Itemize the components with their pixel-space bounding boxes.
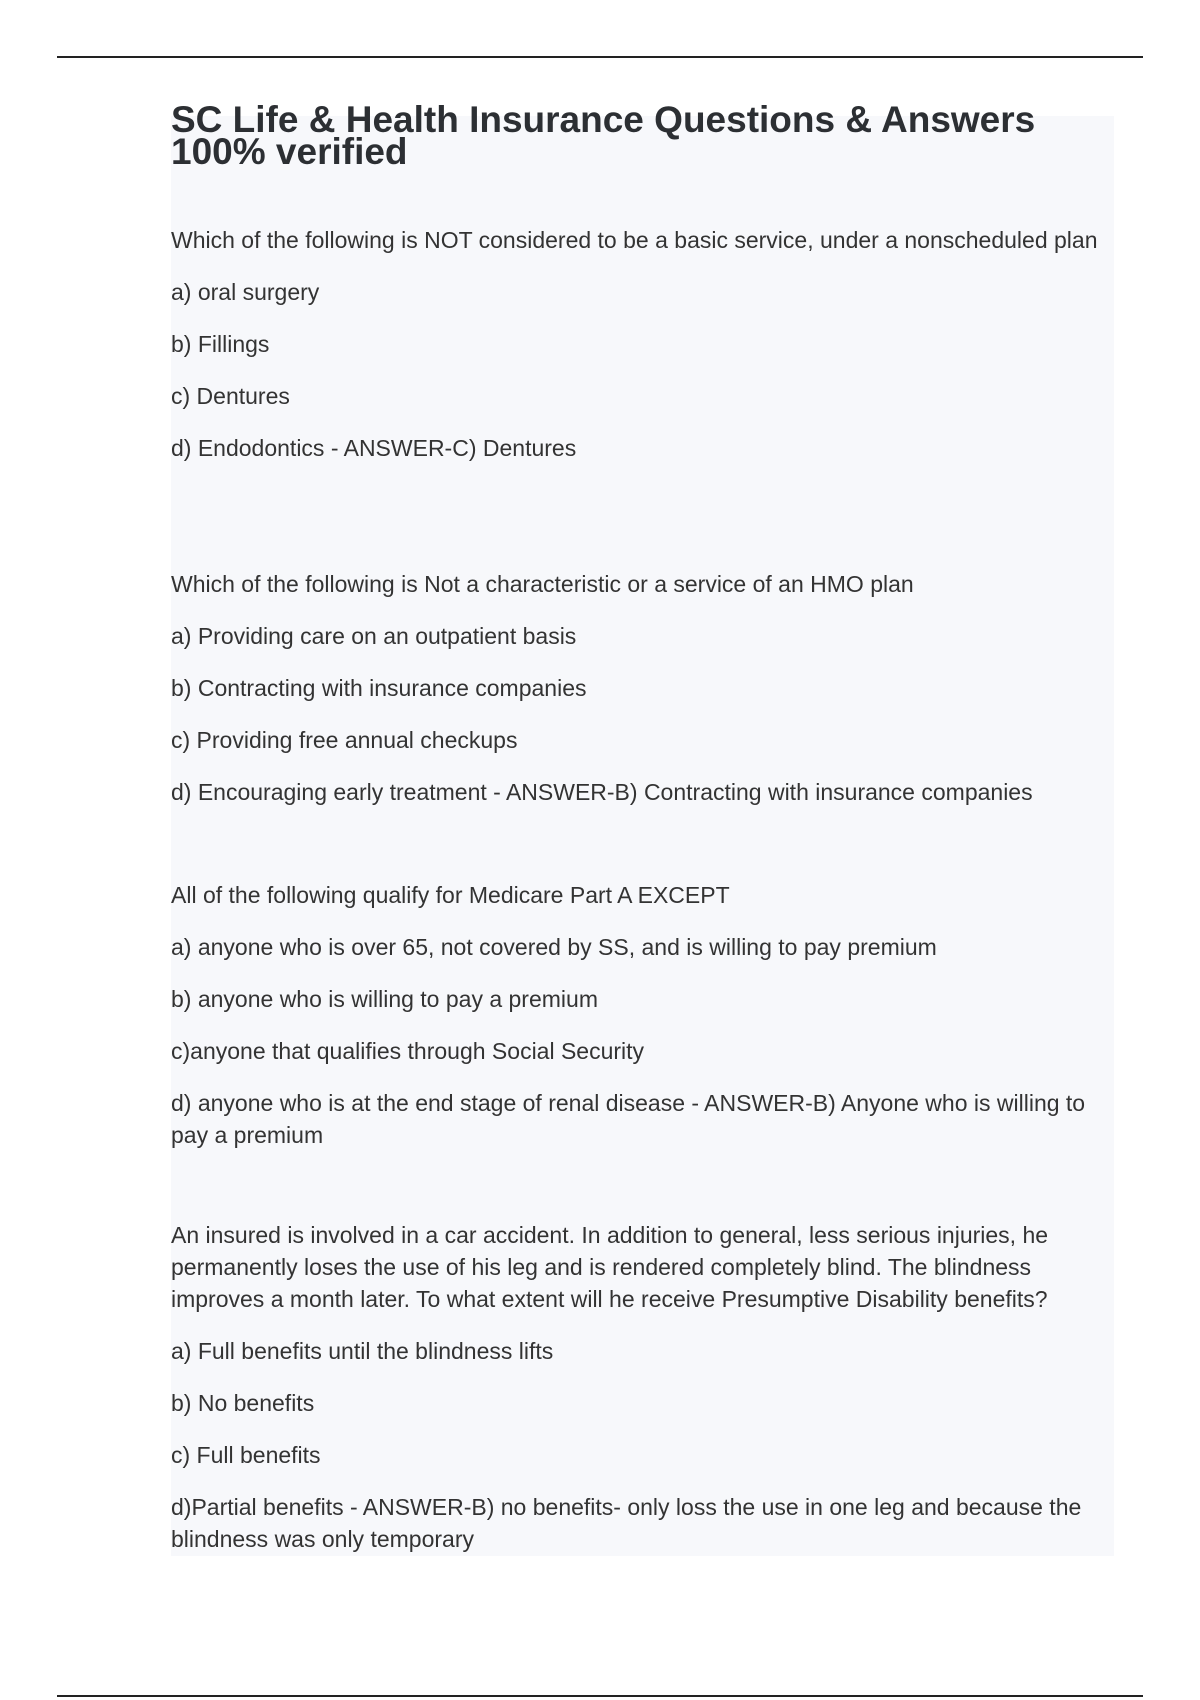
question-block (171, 879, 1116, 1151)
question-text: Which of the following is Not a characteristic or a service of an HMO plan (171, 571, 914, 597)
bottom-rule (57, 1695, 1143, 1697)
answer-option: b) No benefits (171, 1390, 315, 1416)
top-rule (57, 56, 1143, 58)
answer-option: d) Endodontics - ANSWER-C) Dentures (171, 435, 577, 461)
answer-option: d) anyone who is at the end stage of renal disease - ANSWER-B) Anyone who is willing to pay a premium (171, 1090, 1086, 1148)
answer-option: c)anyone that qualifies through Social Security (171, 1038, 645, 1064)
question-block (171, 568, 1116, 808)
answer-option: c) Dentures (171, 383, 290, 409)
answer-option: d)Partial benefits - ANSWER-B) no benefits- only loss the use in one leg and because the blindness was only temporary (171, 1494, 1082, 1552)
question-block (171, 1219, 1116, 1555)
question-block (171, 224, 1116, 464)
answer-option: a) Full benefits until the blindness lifts (171, 1338, 554, 1364)
answer-option: c) Providing free annual checkups (171, 727, 518, 753)
answer-option: c) Full benefits (171, 1442, 321, 1468)
question-text: Which of the following is NOT considered to be a basic service, under a nonscheduled plan (171, 227, 1098, 253)
document-title: SC Life & Health Insurance Questions & Answers 100% verified (171, 99, 1036, 172)
answer-option: a) anyone who is over 65, not covered by SS, and is willing to pay premium (171, 934, 937, 960)
answer-option: a) Providing care on an outpatient basis (171, 623, 577, 649)
answer-option: b) anyone who is willing to pay a premium (171, 986, 598, 1012)
answer-option: a) oral surgery (171, 279, 320, 305)
answer-option: b) Fillings (171, 331, 270, 357)
answer-option: d) Encouraging early treatment - ANSWER-B) Contracting with insurance companies (171, 779, 1033, 805)
question-text: An insured is involved in a car accident. In addition to general, less serious injuries, he permanently loses the use of his leg and is rendered completely blind. The blindness improves a month later. To what extent will he receive Presumptive Disability benefits? (171, 1222, 1049, 1312)
question-text: All of the following qualify for Medicare Part A EXCEPT (171, 882, 730, 908)
answer-option: b) Contracting with insurance companies (171, 675, 587, 701)
